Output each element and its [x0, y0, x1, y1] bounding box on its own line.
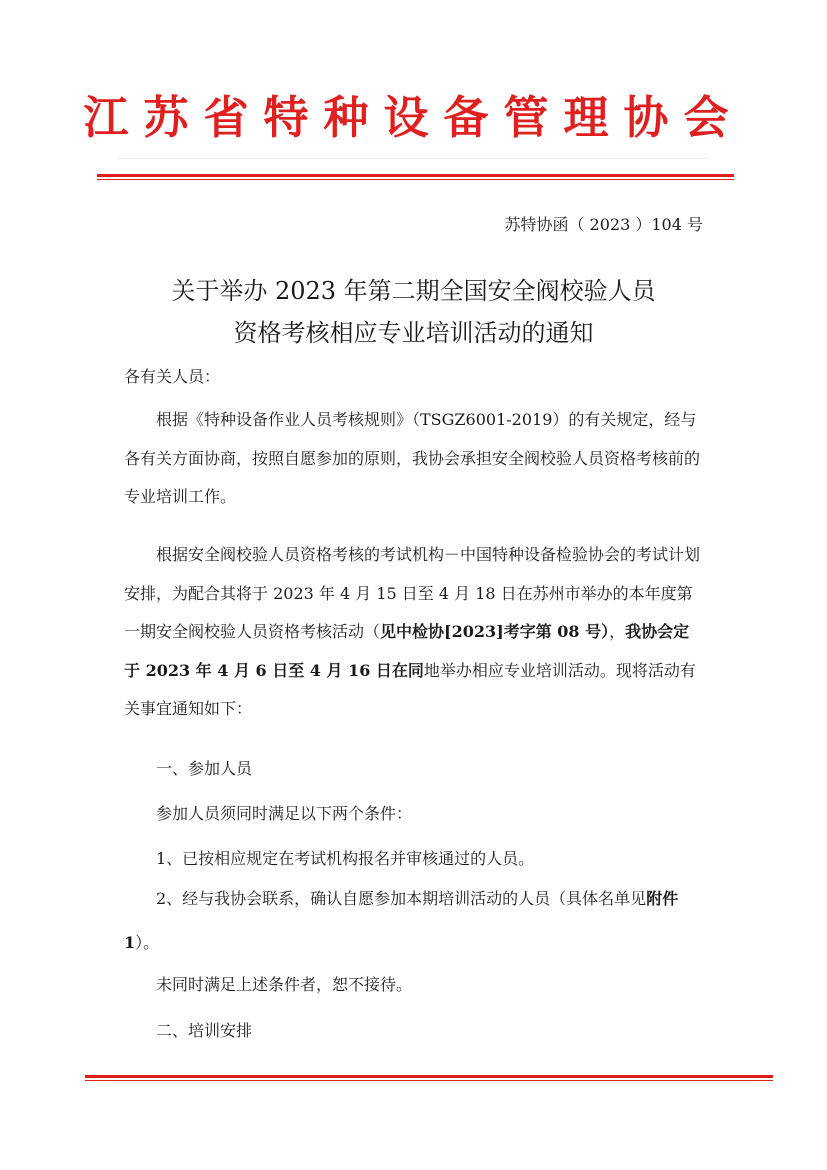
condition-2-text-a: 2、经与我协会联系，确认自愿参加本期培训活动的人员（具体名单见: [156, 889, 647, 908]
section-2-heading: 二、培训安排: [156, 1021, 253, 1040]
document-title-line-1: 关于举办 2023 年第二期全国安全阀校验人员: [171, 277, 656, 305]
body-paragraph-2: [124, 536, 704, 729]
letterhead-faint-divider: [118, 158, 708, 159]
paragraph-2-text-a: 根据安全阀校验人员资格考核的考试机构－中国特种设备检验协会的考试计划安排，为配合其将于 2023 年 4 月 15 日至 4 月 18 日在苏州市举办的本年度第一期安全阀校验人员资格考核活动（: [124, 545, 701, 641]
paragraph-2-reference-bold: 见中检协[2023]考字第 08 号）: [380, 622, 610, 641]
letterhead-red-rule-thin: [97, 179, 734, 180]
document-number: 苏特协函（ 2023 ）104 号: [504, 215, 703, 234]
paragraph-2-dates-bold: 我协会定于 2023 年 4 月 6 日至 4 月 16 日在同: [124, 622, 690, 680]
section-1-heading: 一、参加人员: [156, 759, 253, 778]
letterhead-org-name: 江苏省特种设备管理协会: [83, 91, 744, 144]
condition-2-text-b: ）。: [135, 933, 160, 952]
body-paragraph-1: 根据《特种设备作业人员考核规则》（TSGZ6001-2019）的有关规定，经与各有关方面协商，按照自愿参加的原则，我协会承担安全阀校验人员资格考核前的专业培训工作。: [124, 410, 701, 506]
paragraph-2-text-c: 地举办相应专业培训活动。现将活动有关事宜通知如下：: [124, 660, 696, 718]
condition-1: 1、已按相应规定在考试机构报名并审核通过的人员。: [156, 849, 535, 868]
condition-2: [124, 877, 704, 965]
document-title-line-2: 资格考核相应专业培训活动的通知: [233, 319, 594, 347]
section-1-intro: 参加人员须同时满足以下两个条件：: [156, 804, 413, 823]
letterhead-red-rule-thick: [97, 174, 734, 177]
footer-red-rule-thick: [85, 1075, 773, 1078]
paragraph-2-text-b: ，: [609, 622, 626, 641]
footer-red-rule-thin: [85, 1080, 773, 1081]
salutation: 各有关人员：: [124, 367, 221, 386]
eligibility-note: 未同时满足上述条件者，恕不接待。: [156, 975, 413, 994]
attachment-1-reference: 附件 1: [124, 889, 679, 952]
